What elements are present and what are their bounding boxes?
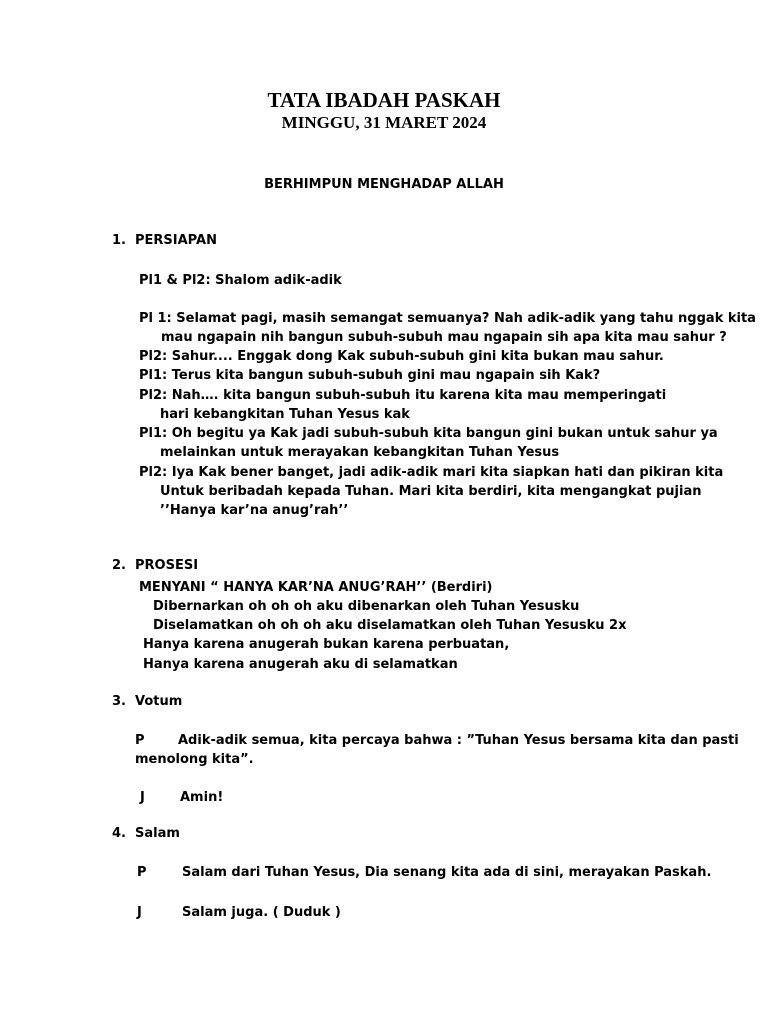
votum-text-continued: menolong kita”. [135, 752, 254, 767]
speaker-label-p: P [135, 733, 145, 748]
salam-text: Salam dari Tuhan Yesus, Dia senang kita ada di sini, merayakan Paskah. [182, 865, 712, 880]
speaker-label-j: J [137, 905, 142, 920]
section-number: 4. [112, 826, 126, 841]
section-number: 1. [112, 233, 126, 248]
song-heading: MENYANI “ HANYA KAR’NA ANUG’RAH’’ (Berdiri) [139, 580, 493, 595]
lyric-line: Diselamatkan oh oh oh aku diselamatkan oleh Tuhan Yesusku 2x [153, 618, 627, 633]
section-number: 2. [112, 558, 126, 573]
response-text: Amin! [180, 790, 224, 805]
song-title-line: ’’Hanya kar’na anug’rah’’ [160, 503, 349, 518]
dialog-line: mau ngapain nih bangun subuh-subuh mau ngapain sih apa kita mau sahur ? [161, 330, 727, 345]
section-title-persiapan: PERSIAPAN [135, 233, 217, 248]
section-title-prosesi: PROSESI [135, 558, 199, 573]
dialog-line: Pl2: Nah…. kita bangun subuh-subuh itu karena kita mau memperingati [139, 388, 667, 403]
response-text: Salam juga. ( Duduk ) [182, 905, 341, 920]
lyric-line: Hanya karena anugerah bukan karena perbuatan, [143, 637, 510, 652]
document-date: MINGGU, 31 MARET 2024 [281, 113, 487, 132]
lyric-line: Dibernarkan oh oh oh aku dibenarkan oleh Tuhan Yesusku [153, 599, 580, 614]
dialog-line: Pl1: Terus kita bangun subuh-subuh gini mau ngapain sih Kak? [139, 368, 601, 383]
dialog-line: Untuk beribadah kepada Tuhan. Mari kita berdiri, kita mengangkat pujian [160, 484, 702, 499]
dialog-line: hari kebangkitan Tuhan Yesus kak [160, 407, 410, 422]
speaker-label-p: P [137, 865, 147, 880]
dialog-line: Pl1: Oh begitu ya Kak jadi subuh-subuh kita bangun gini bukan untuk sahur ya [139, 426, 718, 441]
section-title-votum: Votum [135, 694, 183, 709]
dialog-line: Pl2: Iya Kak bener banget, jadi adik-adik mari kita siapkan hati dan pikiran kita [139, 465, 724, 480]
greeting-line: Pl1 & Pl2: Shalom adik-adik [139, 273, 342, 288]
lyric-line: Hanya karena anugerah aku di selamatkan [143, 657, 458, 672]
dialog-line: melainkan untuk merayakan kebangkitan Tuhan Yesus [160, 445, 560, 460]
document-title: TATA IBADAH PASKAH [267, 88, 501, 112]
speaker-label-j: J [140, 790, 145, 805]
section-title-salam: Salam [135, 826, 180, 841]
section-heading: BERHIMPUN MENGHADAP ALLAH [264, 177, 504, 192]
dialog-line: Pl2: Sahur.... Enggak dong Kak subuh-subuh gini kita bukan mau sahur. [139, 349, 664, 364]
section-number: 3. [112, 694, 126, 709]
votum-text: Adik-adik semua, kita percaya bahwa : ”Tuhan Yesus bersama kita dan pasti [178, 733, 739, 748]
dialog-line: Pl 1: Selamat pagi, masih semangat semuanya? Nah adik-adik yang tahu nggak kita [139, 311, 756, 326]
